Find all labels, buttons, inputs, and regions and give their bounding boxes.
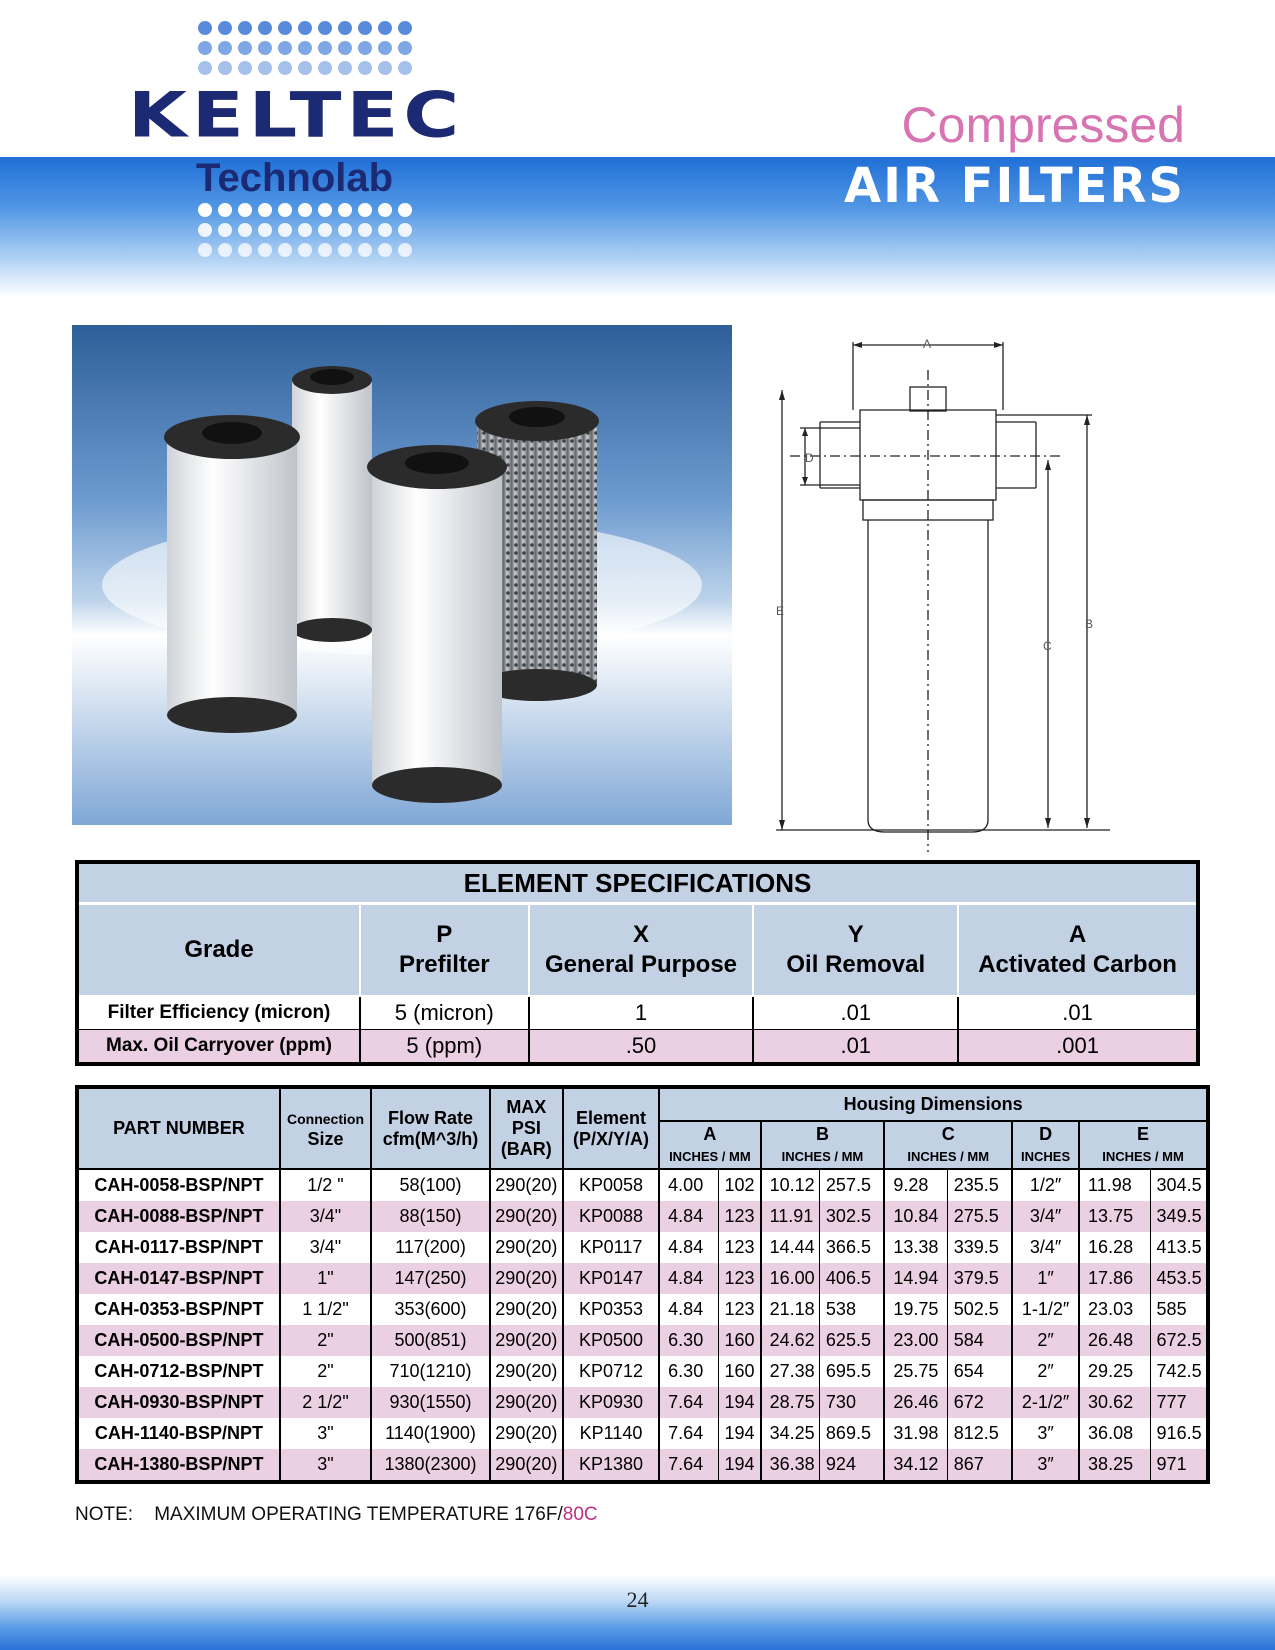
table-cell: KP0712: [563, 1356, 659, 1387]
part-number-cell: CAH-1380-BSP/NPT: [77, 1449, 280, 1482]
logo-dot: [358, 223, 372, 237]
logo-dot: [398, 223, 412, 237]
table-cell: 353(600): [371, 1294, 490, 1325]
logo-dot: [378, 21, 392, 35]
table-cell: 672: [947, 1387, 1012, 1418]
table-cell: 31.98: [884, 1418, 947, 1449]
table-cell: 924: [819, 1449, 884, 1482]
table-cell: 585: [1150, 1294, 1208, 1325]
note-label: NOTE:: [75, 1504, 134, 1525]
logo-dot: [278, 61, 292, 75]
table-cell: 500(851): [371, 1325, 490, 1356]
table-cell: 502.5: [947, 1294, 1012, 1325]
logo-dot: [298, 21, 312, 35]
table-cell: 27.38: [761, 1356, 820, 1387]
table-cell: 777: [1150, 1387, 1208, 1418]
table-cell: 290(20): [490, 1387, 563, 1418]
table-cell: 4.84: [659, 1201, 718, 1232]
table-cell: 290(20): [490, 1294, 563, 1325]
table-cell: 10.12: [761, 1169, 820, 1201]
table-cell: 290(20): [490, 1169, 563, 1201]
table-cell: 160: [718, 1325, 761, 1356]
housing-dimension-drawing: [760, 330, 1110, 860]
grade-header: Grade: [77, 904, 360, 997]
table-cell: KP1140: [563, 1418, 659, 1449]
part-number-cell: CAH-0930-BSP/NPT: [77, 1387, 280, 1418]
part-number-cell: CAH-0353-BSP/NPT: [77, 1294, 280, 1325]
logo-dot: [218, 21, 232, 35]
table-cell: 14.94: [884, 1263, 947, 1294]
table-cell: 235.5: [947, 1169, 1012, 1201]
note-accent: 80C: [562, 1504, 598, 1525]
grade-x-header: X General Purpose: [529, 904, 754, 997]
part-number-cell: CAH-1140-BSP/NPT: [77, 1418, 280, 1449]
logo-dot: [318, 21, 332, 35]
table-cell: 38.25: [1079, 1449, 1150, 1482]
table-cell: KP0088: [563, 1201, 659, 1232]
logo-dot: [238, 41, 252, 55]
table-row: [77, 1449, 1208, 1482]
table-cell: 21.18: [761, 1294, 820, 1325]
table-cell: 379.5: [947, 1263, 1012, 1294]
table-cell: 3": [280, 1418, 371, 1449]
table-cell: 9.28: [884, 1169, 947, 1201]
dim-label-b: B: [1085, 617, 1094, 631]
table-row: [77, 1201, 1208, 1232]
logo-dot: [198, 243, 212, 257]
logo-dot: [318, 203, 332, 217]
table-cell: 123: [718, 1201, 761, 1232]
grade-p-header: P Prefilter: [360, 904, 529, 997]
table-cell: KP1380: [563, 1449, 659, 1482]
logo-dot: [278, 41, 292, 55]
table-cell: 742.5: [1150, 1356, 1208, 1387]
table-cell: 3": [280, 1449, 371, 1482]
page-title-line2: AIR FILTERS: [843, 158, 1185, 214]
table-cell: 7.64: [659, 1418, 718, 1449]
table-cell: 3″: [1012, 1449, 1079, 1482]
table-cell: 36.08: [1079, 1418, 1150, 1449]
table-cell: 1/2″: [1012, 1169, 1079, 1201]
table-cell: 930(1550): [371, 1387, 490, 1418]
table-cell: KP0930: [563, 1387, 659, 1418]
logo-dot: [198, 21, 212, 35]
logo-dot: [258, 243, 272, 257]
header-max-psi: MAX PSI (BAR): [490, 1087, 563, 1169]
grade-y-header: Y Oil Removal: [753, 904, 958, 997]
dim-label-c: C: [1043, 639, 1052, 653]
logo-dot: [298, 203, 312, 217]
logo-dot: [298, 223, 312, 237]
logo-dot: [218, 243, 232, 257]
table-cell: 275.5: [947, 1201, 1012, 1232]
table-cell: 257.5: [819, 1169, 884, 1201]
table-cell: 194: [718, 1449, 761, 1482]
part-number-cell: CAH-0500-BSP/NPT: [77, 1325, 280, 1356]
logo-dot: [318, 223, 332, 237]
logo-dot: [358, 41, 372, 55]
table-cell: 672.5: [1150, 1325, 1208, 1356]
table-cell: 4.00: [659, 1169, 718, 1201]
logo-dot: [378, 41, 392, 55]
table-cell: 625.5: [819, 1325, 884, 1356]
table-cell: 916.5: [1150, 1418, 1208, 1449]
part-number-cell: CAH-0712-BSP/NPT: [77, 1356, 280, 1387]
logo-dot: [278, 21, 292, 35]
table-cell: 123: [718, 1232, 761, 1263]
table-row: [77, 1387, 1208, 1418]
logo-dot: [318, 243, 332, 257]
logo-dot: [398, 61, 412, 75]
table-cell: 3/4": [280, 1232, 371, 1263]
header-part-number: PART NUMBER: [77, 1087, 280, 1169]
table-cell: 117(200): [371, 1232, 490, 1263]
header-housing-dimensions: Housing Dimensions: [659, 1087, 1208, 1121]
table-cell: 2″: [1012, 1325, 1079, 1356]
table-row: [77, 1294, 1208, 1325]
table-cell: 4.84: [659, 1294, 718, 1325]
table-row: [77, 1232, 1208, 1263]
table-cell: 695.5: [819, 1356, 884, 1387]
table-cell: 538: [819, 1294, 884, 1325]
table-row: [77, 1356, 1208, 1387]
table-cell: 23.03: [1079, 1294, 1150, 1325]
grade-a-header: A Activated Carbon: [958, 904, 1198, 997]
logo-dot: [238, 21, 252, 35]
table-cell: 812.5: [947, 1418, 1012, 1449]
table-row: [77, 1325, 1208, 1356]
logo-dot: [258, 203, 272, 217]
logo-dot: [298, 243, 312, 257]
table-cell: 1″: [1012, 1263, 1079, 1294]
table-cell: KP0500: [563, 1325, 659, 1356]
dim-label-e: E: [776, 604, 785, 618]
table-cell: 349.5: [1150, 1201, 1208, 1232]
header-dim-c: C INCHES / MM: [884, 1121, 1012, 1169]
dim-label-d: D: [805, 451, 814, 465]
table-cell: 7.64: [659, 1449, 718, 1482]
logo-dots-bottom: [195, 200, 415, 260]
table-row: [77, 1169, 1208, 1201]
table-cell: 2-1/2″: [1012, 1387, 1079, 1418]
logo-dot: [258, 61, 272, 75]
logo-dot: [398, 243, 412, 257]
logo-dot: [358, 243, 372, 257]
product-photo: [72, 325, 732, 825]
element-specifications-table: [75, 860, 1200, 1066]
table-cell: 6.30: [659, 1356, 718, 1387]
logo-dot: [338, 61, 352, 75]
part-number-cell: CAH-0058-BSP/NPT: [77, 1169, 280, 1201]
table-cell: 584: [947, 1325, 1012, 1356]
logo-dot: [218, 203, 232, 217]
logo-dot: [338, 203, 352, 217]
filter-elements-illustration: [72, 325, 732, 825]
table-cell: 16.28: [1079, 1232, 1150, 1263]
table-row: [77, 1263, 1208, 1294]
table-cell: 654: [947, 1356, 1012, 1387]
table-cell: 290(20): [490, 1356, 563, 1387]
table-cell: 406.5: [819, 1263, 884, 1294]
table-cell: 28.75: [761, 1387, 820, 1418]
logo-dot: [318, 41, 332, 55]
table-cell: 290(20): [490, 1232, 563, 1263]
table-cell: 34.25: [761, 1418, 820, 1449]
logo-dot: [198, 41, 212, 55]
spec-row-efficiency: Filter Efficiency (micron) 5 (micron) 1 .01 .01: [77, 996, 1198, 1030]
header-dim-d: D INCHES: [1012, 1121, 1079, 1169]
table-cell: 453.5: [1150, 1263, 1208, 1294]
logo-dot: [358, 203, 372, 217]
table-cell: 2 1/2": [280, 1387, 371, 1418]
table-row: [77, 1418, 1208, 1449]
table-cell: 3/4″: [1012, 1232, 1079, 1263]
logo-dot: [398, 21, 412, 35]
table-cell: 4.84: [659, 1232, 718, 1263]
dim-label-a: A: [923, 337, 932, 351]
table-cell: 4.84: [659, 1263, 718, 1294]
brand-subtitle: Technolab: [196, 156, 394, 200]
logo-dot: [218, 41, 232, 55]
logo-dot: [258, 41, 272, 55]
table-cell: 2": [280, 1356, 371, 1387]
table-cell: 290(20): [490, 1201, 563, 1232]
table-cell: 123: [718, 1263, 761, 1294]
table-cell: 1-1/2″: [1012, 1294, 1079, 1325]
logo-dot: [238, 223, 252, 237]
table-cell: 710(1210): [371, 1356, 490, 1387]
logo-dot: [338, 243, 352, 257]
spec-row-oil-carryover: Max. Oil Carryover (ppm) 5 (ppm) .50 .01 .001: [77, 1030, 1198, 1065]
table-cell: 1 1/2": [280, 1294, 371, 1325]
table-cell: 88(150): [371, 1201, 490, 1232]
logo-dot: [198, 223, 212, 237]
table-cell: 2″: [1012, 1356, 1079, 1387]
table-cell: 366.5: [819, 1232, 884, 1263]
table-cell: 123: [718, 1294, 761, 1325]
specs-title: ELEMENT SPECIFICATIONS: [77, 862, 1198, 904]
table-cell: 24.62: [761, 1325, 820, 1356]
table-cell: KP0147: [563, 1263, 659, 1294]
table-cell: 147(250): [371, 1263, 490, 1294]
table-cell: 6.30: [659, 1325, 718, 1356]
table-cell: 36.38: [761, 1449, 820, 1482]
logo-dots-top: [195, 18, 415, 78]
logo-dot: [278, 243, 292, 257]
table-cell: 290(20): [490, 1325, 563, 1356]
table-cell: 14.44: [761, 1232, 820, 1263]
table-cell: 290(20): [490, 1263, 563, 1294]
logo-dot: [398, 41, 412, 55]
logo-dot: [278, 203, 292, 217]
table-cell: 290(20): [490, 1449, 563, 1482]
table-cell: KP0353: [563, 1294, 659, 1325]
logo-dot: [198, 203, 212, 217]
parts-table: [75, 1085, 1210, 1484]
table-cell: 10.84: [884, 1201, 947, 1232]
table-cell: 339.5: [947, 1232, 1012, 1263]
table-cell: 3/4″: [1012, 1201, 1079, 1232]
logo-dot: [298, 41, 312, 55]
table-cell: 25.75: [884, 1356, 947, 1387]
temperature-note: [75, 1504, 598, 1526]
table-cell: 3/4": [280, 1201, 371, 1232]
table-cell: 30.62: [1079, 1387, 1150, 1418]
table-cell: 302.5: [819, 1201, 884, 1232]
logo-dot: [238, 61, 252, 75]
table-cell: 1140(1900): [371, 1418, 490, 1449]
part-number-cell: CAH-0147-BSP/NPT: [77, 1263, 280, 1294]
logo-dot: [318, 61, 332, 75]
table-cell: 58(100): [371, 1169, 490, 1201]
table-cell: 13.38: [884, 1232, 947, 1263]
part-number-cell: CAH-0088-BSP/NPT: [77, 1201, 280, 1232]
logo-dot: [198, 61, 212, 75]
table-cell: 1": [280, 1263, 371, 1294]
brand-logo: KELTEC: [128, 78, 465, 152]
table-cell: 304.5: [1150, 1169, 1208, 1201]
table-cell: 194: [718, 1387, 761, 1418]
table-cell: 194: [718, 1418, 761, 1449]
table-cell: 413.5: [1150, 1232, 1208, 1263]
logo-dot: [218, 61, 232, 75]
table-cell: 1/2 ": [280, 1169, 371, 1201]
page-title-line1: Compressed: [901, 97, 1185, 153]
table-cell: 29.25: [1079, 1356, 1150, 1387]
table-cell: KP0058: [563, 1169, 659, 1201]
table-cell: KP0117: [563, 1232, 659, 1263]
table-cell: 730: [819, 1387, 884, 1418]
logo-dot: [338, 223, 352, 237]
table-cell: 34.12: [884, 1449, 947, 1482]
logo-dot: [258, 223, 272, 237]
logo-dot: [378, 223, 392, 237]
header-dim-a: A INCHES / MM: [659, 1121, 760, 1169]
logo-dot: [338, 21, 352, 35]
table-cell: 16.00: [761, 1263, 820, 1294]
table-cell: 19.75: [884, 1294, 947, 1325]
logo-dot: [218, 223, 232, 237]
header-element: Element (P/X/Y/A): [563, 1087, 659, 1169]
logo-dot: [258, 21, 272, 35]
table-cell: 102: [718, 1169, 761, 1201]
page-number: 24: [626, 1587, 649, 1612]
table-cell: 23.00: [884, 1325, 947, 1356]
header-flow-rate: Flow Rate cfm(M^3/h): [371, 1087, 490, 1169]
table-cell: 867: [947, 1449, 1012, 1482]
header-connection: Connection Size: [280, 1087, 371, 1169]
part-number-cell: CAH-0117-BSP/NPT: [77, 1232, 280, 1263]
logo-dot: [238, 243, 252, 257]
dimension-diagram: [760, 330, 1110, 860]
logo-dot: [378, 61, 392, 75]
logo-dot: [358, 61, 372, 75]
table-cell: 971: [1150, 1449, 1208, 1482]
table-cell: 160: [718, 1356, 761, 1387]
table-cell: 1380(2300): [371, 1449, 490, 1482]
logo-dot: [338, 41, 352, 55]
header-dim-b: B INCHES / MM: [761, 1121, 885, 1169]
logo-dot: [378, 203, 392, 217]
note-text: MAXIMUM OPERATING TEMPERATURE 176F/: [154, 1504, 563, 1525]
logo-dot: [238, 203, 252, 217]
logo-dot: [358, 21, 372, 35]
table-cell: 13.75: [1079, 1201, 1150, 1232]
table-cell: 290(20): [490, 1418, 563, 1449]
table-cell: 26.46: [884, 1387, 947, 1418]
table-cell: 3″: [1012, 1418, 1079, 1449]
table-cell: 17.86: [1079, 1263, 1150, 1294]
table-cell: 26.48: [1079, 1325, 1150, 1356]
table-cell: 869.5: [819, 1418, 884, 1449]
header-dim-e: E INCHES / MM: [1079, 1121, 1208, 1169]
logo-dot: [398, 203, 412, 217]
table-cell: 11.91: [761, 1201, 820, 1232]
logo-dot: [378, 243, 392, 257]
logo-dot: [278, 223, 292, 237]
table-cell: 11.98: [1079, 1169, 1150, 1201]
logo-dot: [298, 61, 312, 75]
table-cell: 2": [280, 1325, 371, 1356]
table-cell: 7.64: [659, 1387, 718, 1418]
